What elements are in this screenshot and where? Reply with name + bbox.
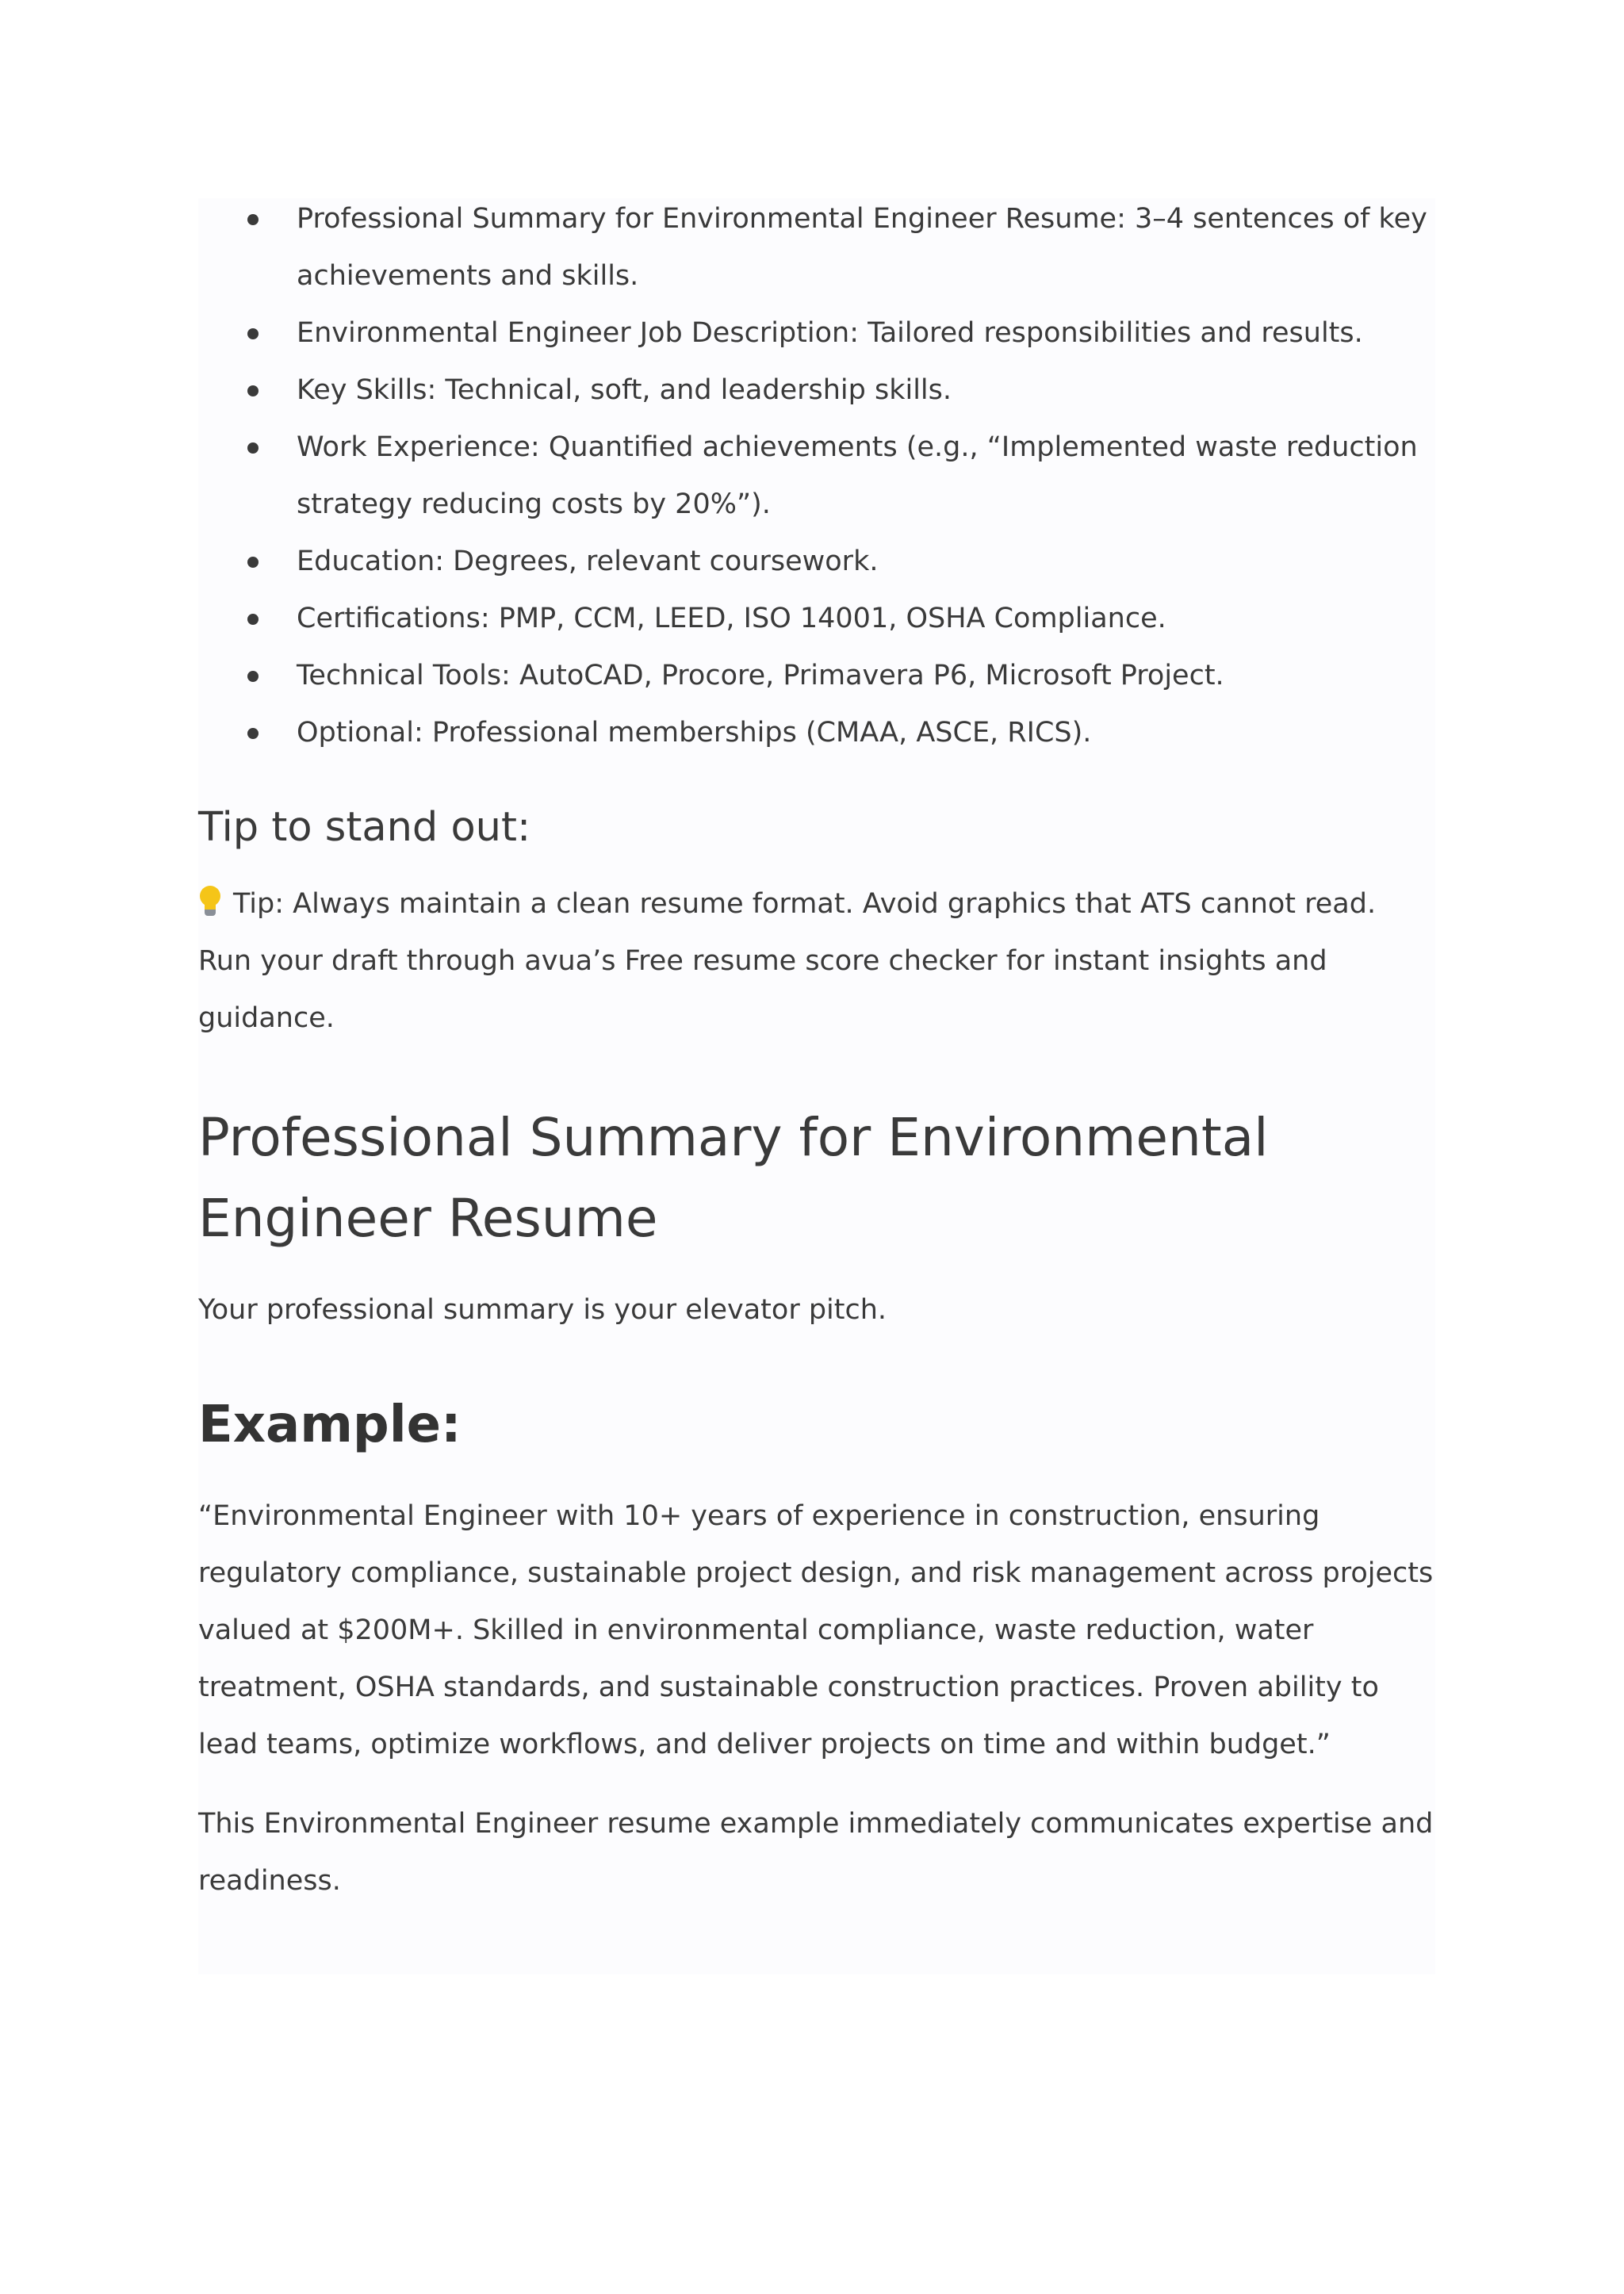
resume-sections-list (198, 190, 1435, 761)
list-item-text: Education: Degrees, relevant coursework. (297, 546, 879, 577)
example-heading: Example: (198, 1396, 462, 1454)
list-item-text: Work Experience: Quantified achievements (e.g., “Implemented waste reduction strategy reducing costs by 20%”). (297, 431, 1418, 520)
bullet-icon (247, 214, 259, 225)
bullet-icon (247, 614, 259, 625)
example-note: This Environmental Engineer resume example immediately communicates expertise and readiness. (198, 1808, 1434, 1897)
tip-heading: Tip to stand out: (198, 804, 531, 851)
list-item-text: Key Skills: Technical, soft, and leadership skills. (297, 374, 952, 406)
list-item (198, 647, 1435, 704)
list-item-text: Certifications: PMP, CCM, LEED, ISO 14001, OSHA Compliance. (297, 603, 1166, 634)
list-item (198, 590, 1435, 647)
bullet-icon (247, 328, 259, 339)
list-item-text: Professional Summary for Environmental Engineer Resume: 3–4 sentences of key achievements and skills. (297, 203, 1427, 292)
bullet-icon (247, 442, 259, 454)
section-heading-professional-summary: Professional Summary for Environmental Engineer Resume (198, 1107, 1269, 1249)
list-item-text: Optional: Professional memberships (CMAA, ASCE, RICS). (297, 717, 1092, 749)
lightbulb-icon (198, 886, 222, 917)
bullet-icon (247, 728, 259, 739)
list-item (198, 704, 1435, 761)
tip-text: Tip: Always maintain a clean resume format. Avoid graphics that ATS cannot read. Run your draft through avua’s Free resume score checker for instant insights and guidance. (198, 888, 1377, 1034)
list-item (198, 419, 1435, 533)
bullet-icon (247, 557, 259, 568)
list-item (198, 533, 1435, 590)
list-item (198, 190, 1435, 304)
section-paragraph: Your professional summary is your elevator pitch. (198, 1294, 887, 1326)
example-quote: “Environmental Engineer with 10+ years of experience in construction, ensuring regulatory compliance, sustainable project design, and risk management across projects valued at $200M+. Skilled in environmental compliance, waste reduction, water treatment, OSHA standards, and sustainable construction practices. Proven ability to lead teams, optimize workflows, and deliver projects on time and within budget.” (198, 1500, 1434, 1760)
bullet-icon (247, 671, 259, 682)
tip-paragraph (198, 875, 1435, 1047)
list-item (198, 362, 1435, 419)
document-content (198, 190, 1435, 1909)
list-item (198, 304, 1435, 362)
list-item-text: Technical Tools: AutoCAD, Procore, Primavera P6, Microsoft Project. (297, 660, 1224, 691)
bullet-icon (247, 385, 259, 396)
list-item-text: Environmental Engineer Job Description: Tailored responsibilities and results. (297, 317, 1363, 349)
